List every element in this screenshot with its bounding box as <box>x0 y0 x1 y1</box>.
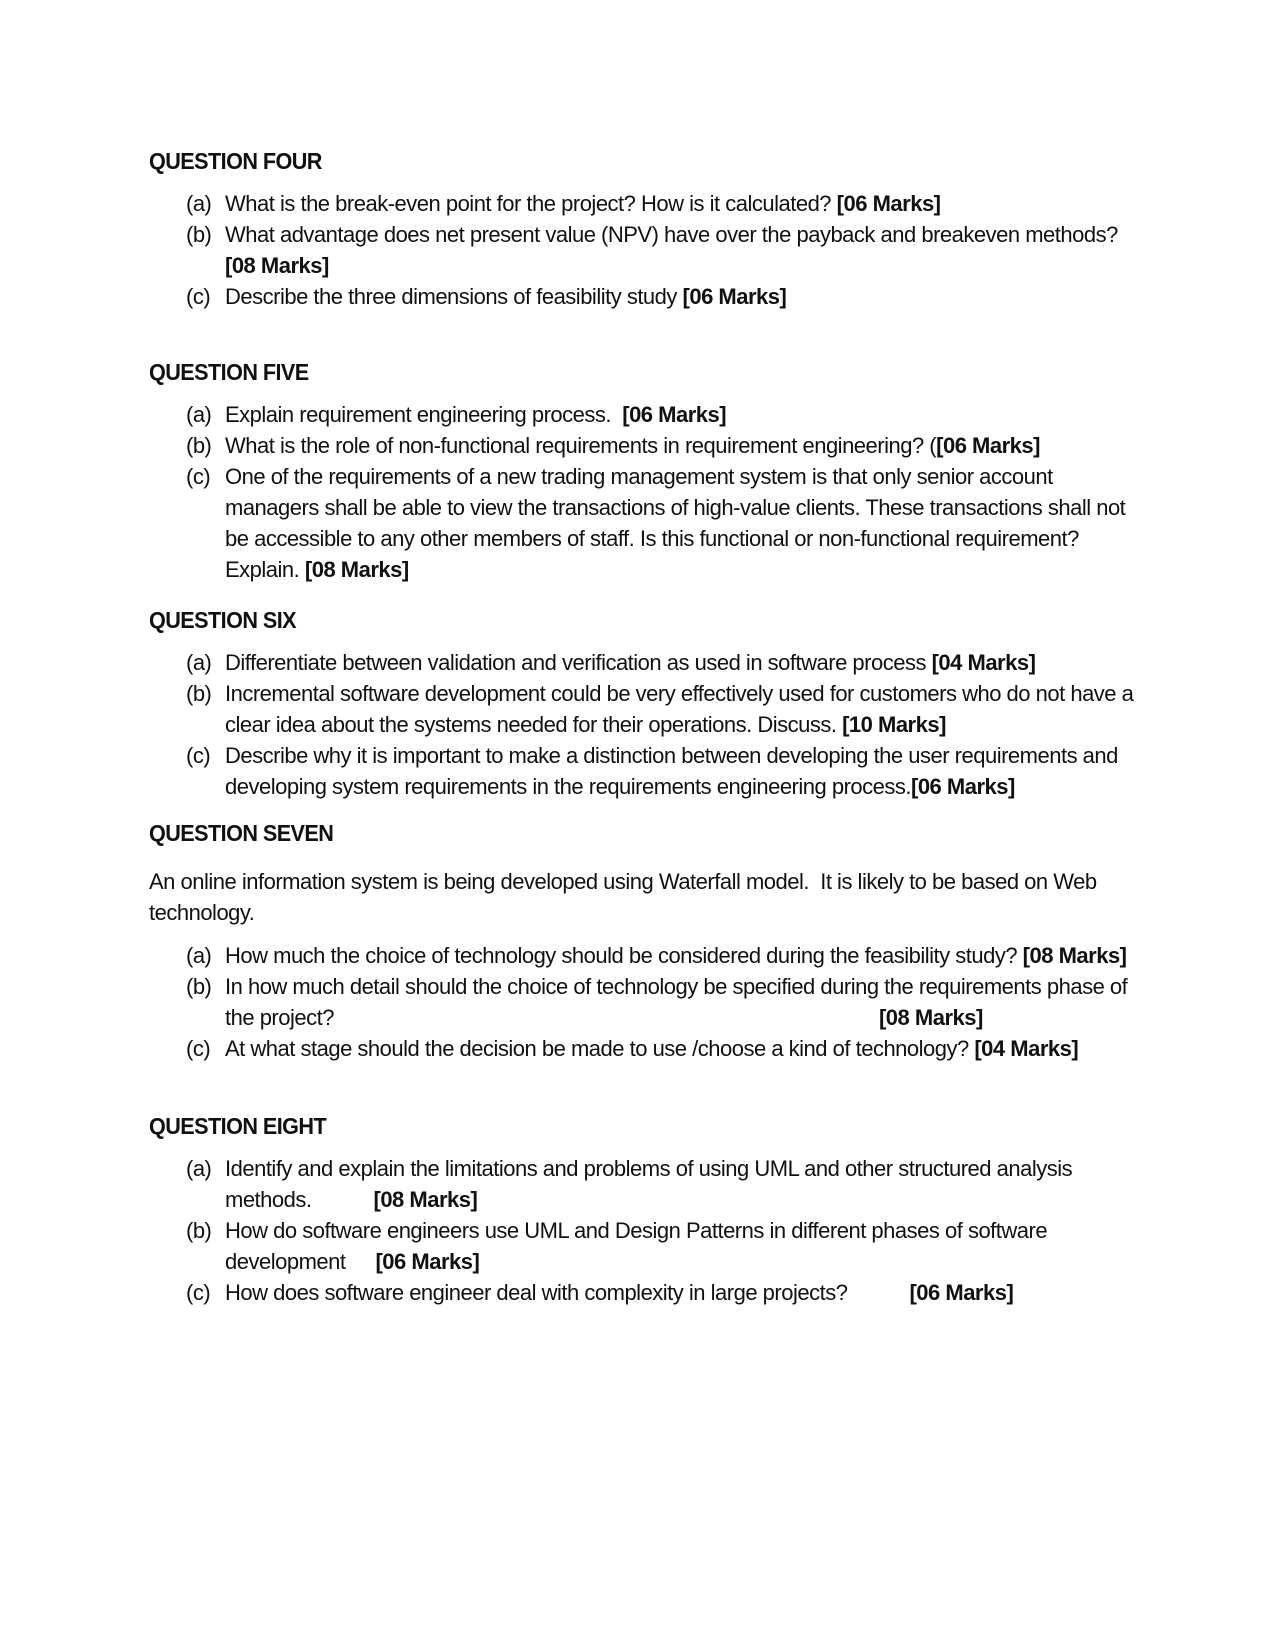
part-text: What is the break-even point for the project? How is it calculated? <box>225 191 837 216</box>
part-marks: [06 Marks] <box>682 284 787 309</box>
question-seven-intro: An online information system is being developed using Waterfall model. It is likely to be based on Web technology. <box>149 869 1103 925</box>
part-marks: [06 Marks] <box>936 433 1040 458</box>
part-label: (c) <box>186 284 211 309</box>
question-four-parts <box>149 188 1134 312</box>
question-eight-part-c <box>149 1277 1134 1308</box>
part-text: What is the role of non-functional requirements in requirement engineering? ( <box>225 433 937 458</box>
question-five-title: QUESTION FIVE <box>149 359 309 385</box>
page-content <box>149 146 1134 1308</box>
part-marks: [08 Marks] <box>304 557 409 582</box>
part-text: Describe the three dimensions of feasibility study <box>225 284 683 309</box>
part-label: (b) <box>186 433 212 458</box>
part-text: Explain requirement engineering process. <box>225 402 623 427</box>
question-seven-part-b <box>149 971 1134 1033</box>
question-eight <box>149 1111 1134 1308</box>
part-marks: [04 Marks] <box>974 1036 1079 1061</box>
question-five-parts <box>149 399 1134 585</box>
part-label: (b) <box>186 974 212 999</box>
part-text: How do software engineers use UML and Design Patterns in different phases of software development <box>225 1218 1048 1274</box>
question-six-title: QUESTION SIX <box>149 607 297 633</box>
question-seven-title: QUESTION SEVEN <box>149 820 334 846</box>
part-text: Identify and explain the limitations and problems of using UML and other structured analysis methods. <box>225 1156 1073 1212</box>
question-six-part-c <box>149 740 1134 802</box>
question-five-part-b <box>149 430 1134 461</box>
part-marks: [06 Marks] <box>836 191 941 216</box>
part-text: How does software engineer deal with complexity in large projects? <box>225 1280 848 1305</box>
part-label: (c) <box>186 464 211 489</box>
part-text: Describe why it is important to make a distinction between developing the user requirements and developing system requirements in the requirements engineering process. <box>225 743 1118 799</box>
part-label: (a) <box>186 1156 212 1181</box>
question-five <box>149 357 1134 585</box>
part-label: (c) <box>186 743 211 768</box>
part-text: At what stage should the decision be made to use /choose a kind of technology? <box>225 1036 975 1061</box>
part-marks: [08 Marks] <box>878 1005 983 1030</box>
part-text: Differentiate between validation and verification as used in software process <box>225 650 932 675</box>
question-five-part-c <box>149 461 1134 585</box>
question-six-parts <box>149 647 1134 802</box>
question-eight-part-a <box>149 1153 1134 1215</box>
question-eight-title: QUESTION EIGHT <box>149 1113 327 1139</box>
question-five-part-a <box>149 399 1134 430</box>
part-text: How much the choice of technology should be considered during the feasibility study? <box>225 943 1023 968</box>
part-text: Incremental software development could be very effectively used for customers who do not have a clear idea about the systems needed for their operations. Discuss. <box>225 681 1134 737</box>
question-six <box>149 605 1134 802</box>
part-label: (c) <box>186 1036 211 1061</box>
part-label: (a) <box>186 650 212 675</box>
part-label: (a) <box>186 402 212 427</box>
part-marks: [10 Marks] <box>842 712 946 737</box>
part-marks: [08 Marks] <box>225 253 329 278</box>
part-marks: [06 Marks] <box>909 1280 1014 1305</box>
part-label: (a) <box>186 191 212 216</box>
question-seven-part-a <box>149 940 1134 971</box>
part-marks: [06 Marks] <box>375 1249 480 1274</box>
part-label: (b) <box>186 1218 212 1243</box>
question-eight-parts <box>149 1153 1134 1308</box>
question-seven-parts <box>149 940 1134 1064</box>
question-four-part-c <box>149 281 1134 312</box>
question-eight-part-b <box>149 1215 1134 1277</box>
part-text: What advantage does net present value (NPV) have over the payback and breakeven methods? <box>225 222 1118 247</box>
part-label: (a) <box>186 943 212 968</box>
part-text: One of the requirements of a new trading management system is that only senior account managers shall be able to view the transactions of high-value clients. These transactions shall not be accessible to any other members of staff. Is this functional or non-functional requirement? Explain. <box>225 464 1126 582</box>
question-four <box>149 146 1134 312</box>
question-seven-part-c <box>149 1033 1134 1064</box>
part-text: In how much detail should the choice of technology be specified during the requirements phase of the project? <box>225 974 1128 1030</box>
question-four-part-a <box>149 188 1134 219</box>
question-four-part-b <box>149 219 1134 281</box>
question-four-title: QUESTION FOUR <box>149 148 322 174</box>
question-six-part-b <box>149 678 1134 740</box>
part-marks: [08 Marks] <box>373 1187 478 1212</box>
part-marks: [06 Marks] <box>622 402 727 427</box>
part-marks: [06 Marks] <box>911 774 1015 799</box>
part-marks: [04 Marks] <box>931 650 1036 675</box>
part-label: (b) <box>186 222 212 247</box>
question-six-part-a <box>149 647 1134 678</box>
question-seven <box>149 818 1134 1064</box>
part-marks: [08 Marks] <box>1022 943 1127 968</box>
part-label: (b) <box>186 681 212 706</box>
part-label: (c) <box>186 1280 211 1305</box>
